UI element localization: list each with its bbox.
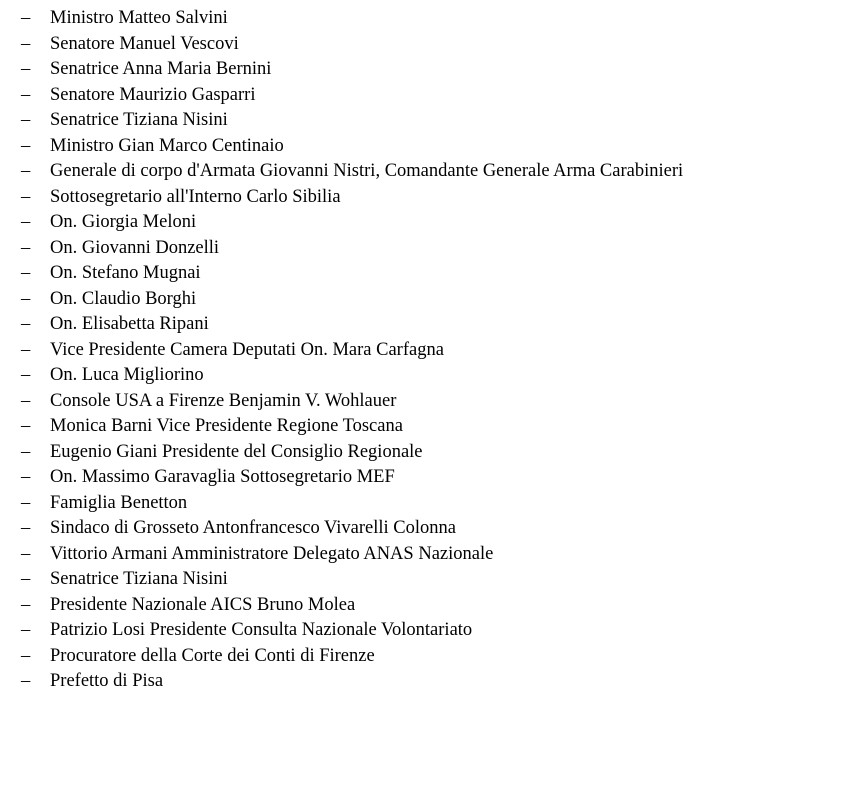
list-bullet-dash: – xyxy=(21,212,31,232)
list-bullet-dash: – xyxy=(21,543,31,564)
list-item xyxy=(0,440,855,466)
list-bullet-dash: – xyxy=(21,390,31,411)
list-item-text: Famiglia Benetton xyxy=(50,492,188,513)
list-bullet-dash: – xyxy=(21,237,31,258)
list-item-text: Ministro Matteo Salvini xyxy=(50,8,228,28)
list-item xyxy=(0,465,855,491)
list-item xyxy=(0,618,855,644)
list-bullet-dash: – xyxy=(21,492,31,513)
list-item xyxy=(0,516,855,542)
list-item-text: Eugenio Giani Presidente del Consiglio Regionale xyxy=(50,441,423,462)
list-bullet-dash: – xyxy=(21,441,31,462)
list-bullet-dash: – xyxy=(21,33,31,54)
list-item-text: On. Giovanni Donzelli xyxy=(50,237,220,258)
list-item xyxy=(0,185,855,211)
list-bullet-dash: – xyxy=(21,416,31,436)
list-item-text: Senatore Maurizio Gasparri xyxy=(50,84,256,105)
list-bullet-dash: – xyxy=(21,263,31,283)
list-item-text: Vittorio Armani Amministratore Delegato ANAS Nazionale xyxy=(50,543,494,564)
attendee-list xyxy=(0,6,855,695)
list-item xyxy=(0,491,855,517)
list-bullet-dash: – xyxy=(21,365,31,385)
list-bullet-dash: – xyxy=(21,135,31,156)
list-item-text: Generale di corpo d'Armata Giovanni Nistri, Comandante Generale Arma Carabinieri xyxy=(50,161,684,181)
list-bullet-dash: – xyxy=(21,288,31,309)
list-item xyxy=(0,312,855,338)
list-bullet-dash: – xyxy=(21,645,31,666)
list-bullet-dash: – xyxy=(21,161,31,181)
list-bullet-dash: – xyxy=(21,186,31,207)
list-bullet-dash: – xyxy=(21,620,31,640)
list-bullet-dash: – xyxy=(21,569,31,589)
list-bullet-dash: – xyxy=(21,314,31,334)
list-item xyxy=(0,108,855,134)
list-bullet-dash: – xyxy=(21,110,31,130)
list-item-text: Prefetto di Pisa xyxy=(50,671,164,691)
list-item xyxy=(0,593,855,619)
list-item-text: Senatrice Tiziana Nisini xyxy=(50,110,228,130)
list-item xyxy=(0,363,855,389)
list-item-text: Patrizio Losi Presidente Consulta Nazionale Volontariato xyxy=(50,620,473,640)
list-bullet-dash: – xyxy=(21,84,31,105)
list-item-text: Senatrice Anna Maria Bernini xyxy=(50,59,272,79)
list-item xyxy=(0,567,855,593)
list-item xyxy=(0,261,855,287)
list-item-text: Senatore Manuel Vescovi xyxy=(50,33,239,54)
list-item xyxy=(0,287,855,313)
list-item xyxy=(0,338,855,364)
list-item xyxy=(0,57,855,83)
list-item xyxy=(0,6,855,32)
list-bullet-dash: – xyxy=(21,467,31,487)
list-item-text: Vice Presidente Camera Deputati On. Mara Carfagna xyxy=(50,339,444,360)
list-item xyxy=(0,644,855,670)
list-item xyxy=(0,159,855,185)
list-item xyxy=(0,210,855,236)
list-item xyxy=(0,134,855,160)
list-item xyxy=(0,32,855,58)
list-bullet-dash: – xyxy=(21,59,31,79)
list-bullet-dash: – xyxy=(21,671,31,691)
list-item xyxy=(0,414,855,440)
list-item-text: Procuratore della Corte dei Conti di Firenze xyxy=(50,645,375,666)
list-bullet-dash: – xyxy=(21,339,31,360)
list-item xyxy=(0,389,855,415)
list-item xyxy=(0,83,855,109)
list-item xyxy=(0,542,855,568)
list-item-text: Sindaco di Grosseto Antonfrancesco Vivarelli Colonna xyxy=(50,518,456,538)
list-item-text: On. Stefano Mugnai xyxy=(50,263,201,283)
list-item-text: Ministro Gian Marco Centinaio xyxy=(50,135,284,156)
list-item-text: Console USA a Firenze Benjamin V. Wohlauer xyxy=(50,390,397,411)
list-item-text: On. Luca Migliorino xyxy=(50,365,204,385)
list-item-text: Monica Barni Vice Presidente Regione Toscana xyxy=(50,416,403,436)
list-item xyxy=(0,669,855,695)
list-item-text: On. Massimo Garavaglia Sottosegretario MEF xyxy=(50,467,395,487)
list-item-text: On. Elisabetta Ripani xyxy=(50,314,209,334)
document-page xyxy=(0,6,855,695)
list-bullet-dash: – xyxy=(21,594,31,615)
list-item xyxy=(0,236,855,262)
list-item-text: Sottosegretario all'Interno Carlo Sibilia xyxy=(50,186,341,207)
list-item-text: Presidente Nazionale AICS Bruno Molea xyxy=(50,594,356,615)
list-bullet-dash: – xyxy=(21,518,31,538)
list-item-text: Senatrice Tiziana Nisini xyxy=(50,569,228,589)
list-bullet-dash: – xyxy=(21,8,31,28)
list-item-text: On. Giorgia Meloni xyxy=(50,212,197,232)
list-item-text: On. Claudio Borghi xyxy=(50,288,197,309)
